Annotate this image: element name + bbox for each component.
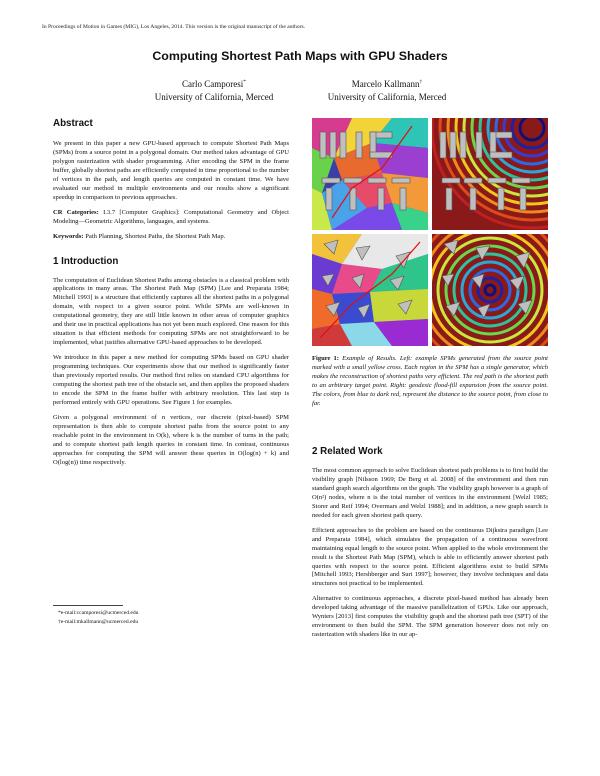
author-2-affiliation: University of California, Merced [327, 92, 447, 102]
keywords-text: Path Planning, Shortest Paths, the Shortest Path Map. [85, 232, 226, 240]
footnote-rule [53, 605, 123, 606]
right-column [312, 446, 548, 640]
intro-paragraph: Given a polygonal environment of n vertices, our discrete (pixel-based) SPM representation is then able to compute shortest paths from the source point to any reachable point in the environment in O(k), where k is the number of turns in the path; and to compute shortest path length queries in constant time. In contrast, continuous approaches for computing the SPM will answer these queries in O(log(n) + k) and O(log(n)) time respectively. [53, 413, 289, 466]
author-1-name: Carlo Camporesi [182, 79, 244, 89]
figure-caption [312, 355, 548, 409]
related-paragraph: Efficient approaches to the problem are based on the continuous Dijkstra paradigm [Lee and Preparata 1984], which simulates the propagation of a continuous wavefront maintaining equal length to the source point. When applied to the whole environment the result is the Shortest Path Map (SPM), which is able to efficiently answer shortest path queries with respect to the source point. Efficient algorithms exist to build SPMs [Mitchell 1993; Hershberger and Suri 1997]; however, they involve techniques and data structures not practical to be implemented. [312, 526, 548, 588]
cr-categories-label: CR Categories: [53, 208, 99, 216]
related-heading: 2 Related Work [312, 446, 383, 457]
intro-paragraph: We introduce in this paper a new method for computing SPMs based on GPU shader programming techniques. Our experiments show that our method is significantly faster than previously reported results. Our method first relies on standard CPU algorithms for computing the shortest path tree of the obstacle set, and then applies the proposed shaders to encode the SPM in the frame buffer with arbitrary resolution. This last step is performed entirely with GPU operations. See Figure 1 for examples. [53, 354, 289, 406]
author-2 [287, 76, 487, 104]
author-1-mark: * [243, 79, 246, 85]
keywords-label: Keywords: [53, 232, 84, 240]
flood-fill-mig-panel [432, 118, 548, 230]
flood-fill-obstacles-panel [432, 234, 548, 346]
footnotes [58, 609, 138, 627]
author-2-name: Marcelo Kallmann [351, 79, 420, 89]
author-2-mark: † [419, 79, 423, 85]
caption-text: Example of Results. Left: example SPMs generated from the source point marked with a small yellow cross. Each region in the SPM has a single generator, which makes the reconstruction of shortest paths very efficient. The red path is the shortest path to an arbitrary target point. Right: geodesic flood-fill expansion from the source point. The colors, from blue to dark red, represent the distance to the source point, from close to far. [312, 355, 548, 407]
cr-categories [53, 209, 289, 227]
related-paragraph: The most common approach to solve Euclidean shortest path problems is to first build the visibility graph [Nilsson 1969; De Berg et al. 2008] of the environment and then run standard graph search algorithms on the graph. The visibility graph however is a graph of O(n²) nodes, where n is the total number of vertices in the environment [Welzl 1985; Storer and Reif 1994; Overmars and Welzl 1988]; and in addition, a new graph search is needed for each given shortest path query. [312, 467, 548, 519]
paper-title: Computing Shortest Path Maps with GPU Shaders [152, 49, 448, 63]
spm-mig-panel [312, 118, 428, 230]
author-1-affiliation: University of California, Merced [154, 92, 274, 102]
spm-obstacles-panel [312, 234, 428, 346]
abstract-text: We present in this paper a new GPU-based approach to compute Shortest Path Maps (SPMs) from a source point in a polygonal domain. Our method takes advantage of GPU polygon rasterization with shader programming. After encoding the SPM in the frame buffer, globally shortest paths are efficiently computed in time proportional to the number of vertices in the path, and length queries are computed in constant time. We have evaluated our method in multiple environments and our results show a significant speedup in comparison to previous approaches. [53, 140, 289, 201]
keywords [53, 233, 289, 242]
left-column [53, 118, 289, 468]
cr-categories-text: I.3.7 [Computer Graphics]: Computational Geometry and Object Modeling—Geometric Algorithms, languages, and systems. [53, 208, 289, 225]
footnote-2: †e-mail:mkallmann@ucmerced.edu [58, 619, 139, 625]
abstract-heading: Abstract [53, 118, 93, 129]
footnote-1: *e-mail:ccamporesi@ucmerced.edu [58, 610, 139, 616]
author-1 [114, 76, 314, 104]
caption-label: Figure 1: [312, 355, 339, 362]
header-note: In Proceedings of Motion in Games (MIG), Los Angeles, 2014. This version is the original manuscript of the authors. [42, 24, 306, 30]
related-paragraph: Alternative to continuous approaches, a discrete pixel-based method has already been developed taking advantage of the massive parallelization of GPUs. Like our approach, Wynters [2013] first computes the visibility graph and the shortest path tree (SPT) of the environment to then build the SPM. The SPM generation however does not rely on rasterization with shaders like in our ap- [312, 595, 548, 639]
figure-1 [312, 118, 548, 348]
intro-heading: 1 Introduction [53, 255, 119, 267]
intro-paragraph: The computation of Euclidean Shortest Paths among obstacles is a classical problem with applications in many areas. The Shortest Path Map (SPM) [Lee and Preparata 1984; Mitchell 1993] is a structure that efficiently captures all the shortest paths in a polygonal domain, with respect to a given source point. While SPMs are well-known in computational geometry, they are still little known in other areas of computer graphics and their use in practical applications has not yet been much explored. One reason for this situation is that efficient methods for computing SPMs are not straightforward to be implemented, what justifies alternative GPU-based approaches to be developed. [53, 276, 289, 347]
